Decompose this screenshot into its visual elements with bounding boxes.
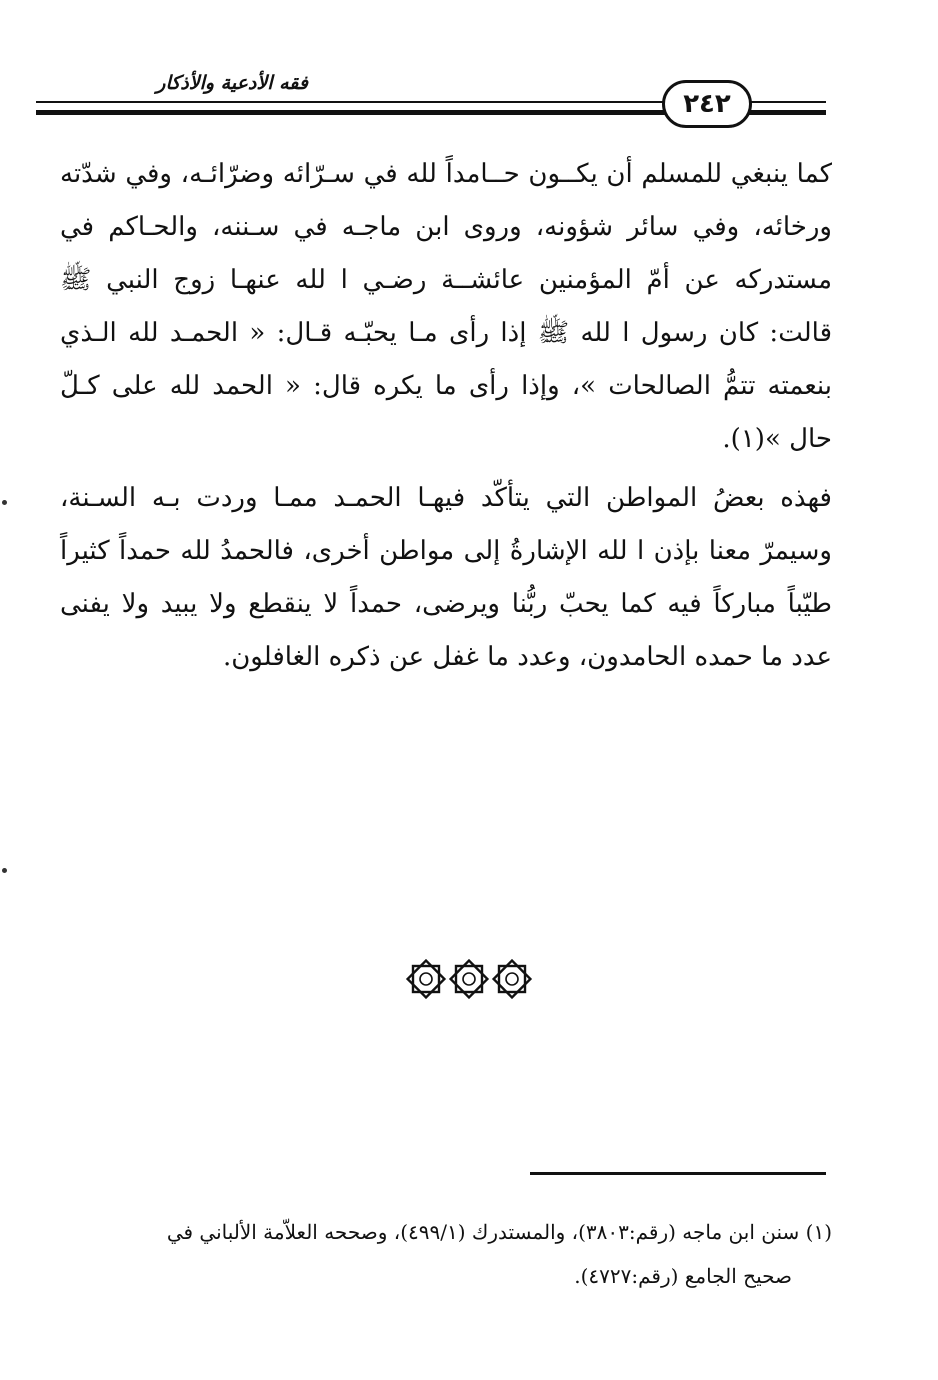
footnote — [60, 1210, 832, 1298]
margin-dot — [2, 868, 7, 873]
body-paragraph-2 — [60, 472, 832, 684]
body-paragraph-1 — [60, 148, 832, 466]
running-header-title: فقه الأدعية والأذكار — [156, 72, 308, 94]
paragraph-2-text: فهذه بعضُ المواطن التي يتأكّد فيهـا الحمـد ممـا وردت بـه السـنة، وسيمرّ معنا بإذن ا لله الإشارةُ إلى مواطن أخرى، فالحمدُ لله حمداً كثيراً طيّباً مباركاً فيه كما يحبّ ربُّنا ويرضى، حمداً لا ينقطع ولا يبيد ولا يفنى عدد ما حمده الحامدون، وعدد ما غفل عن ذكره الغافلون. — [60, 483, 832, 672]
footnote-separator — [530, 1172, 826, 1175]
paragraph-1-text: كما ينبغي للمسلم أن يكــون حــامداً لله في سـرّائه وضرّائـه، وفي شدّته ورخائه، وفي سائر شؤونه، وروى ابن ماجـه في سـننه، والحـاكم في مستدركه عن أمّ المؤمنين عائشــة رضـي ا لله عنهـا زوج النبي ﷺ قالت: كان رسول ا لله ﷺ إذا رأى مـا يحبّـه قـال: « الحمـد لله الـذي بنعمته تتمُّ الصالحات »، وإذا رأى ما يكره قال: « الحمد لله على كـلّ حال »(١). — [60, 159, 832, 454]
footnote-line-2: صحيح الجامع (رقم:٤٧٢٧). — [574, 1264, 792, 1288]
footnote-line-1: (١) سنن ابن ماجه (رقم:٣٨٠٣)، والمستدرك (٤٩٩/١)، وصححه العلاّمة الألباني في — [166, 1220, 832, 1244]
margin-dot — [2, 500, 7, 505]
three-star-ornament-icon — [404, 956, 534, 1002]
page-number: ٢٤٢ — [662, 80, 752, 128]
